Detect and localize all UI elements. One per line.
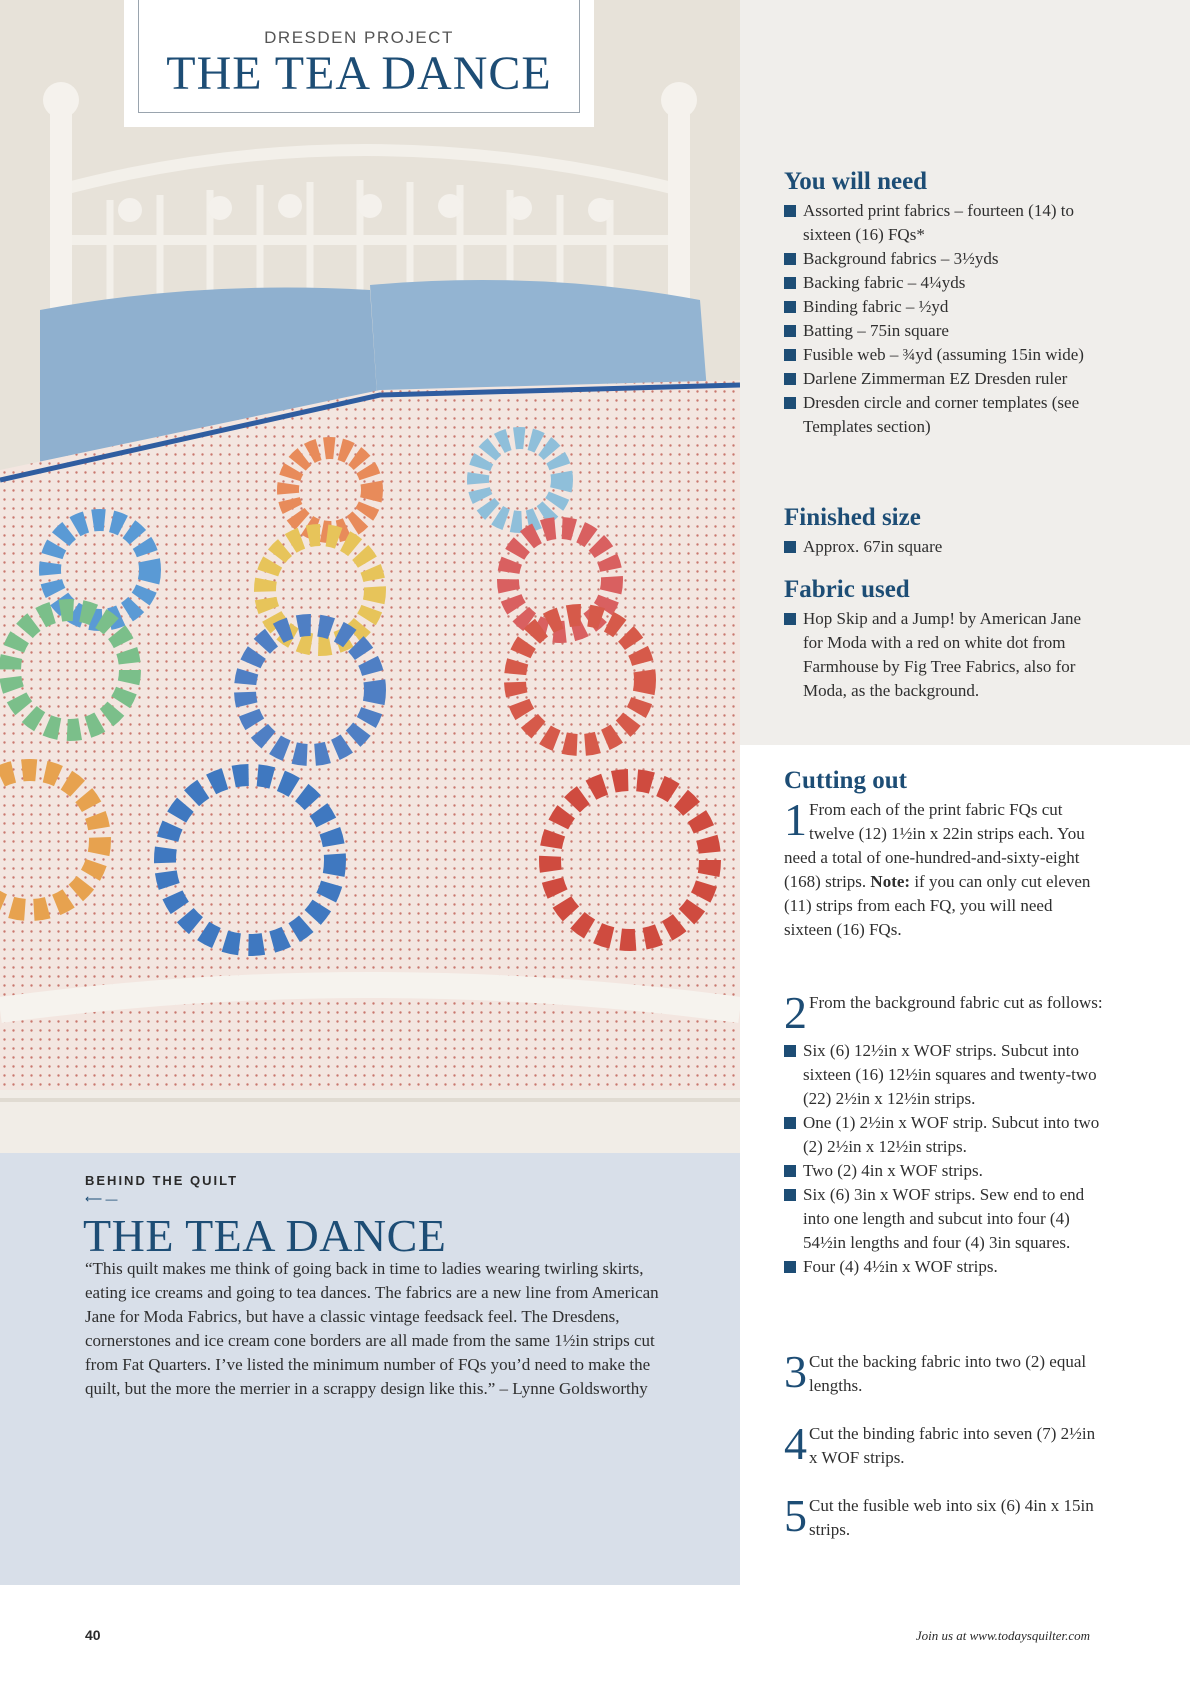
- behind-kicker: BEHIND THE QUILT: [85, 1173, 239, 1188]
- list-item: Binding fabric – ½yd: [784, 295, 1104, 319]
- finished-size-heading: Finished size: [784, 504, 921, 531]
- title-box-frame: [138, 0, 580, 113]
- step-number: 3: [784, 1346, 807, 1397]
- step-text: Cut the backing fabric into two (2) equal lengths.: [809, 1352, 1087, 1395]
- list-item: Four (4) 4½in x WOF strips.: [784, 1255, 1104, 1279]
- cutting-step-5: [784, 1490, 1104, 1542]
- fabric-used-heading: Fabric used: [784, 576, 910, 603]
- project-kicker: DRESDEN PROJECT: [264, 28, 454, 47]
- designer-quote: “This quilt makes me think of going back in time to ladies wearing twirling skirts, eating ice creams and going to tea dances. The fabrics are a new line from American Jane for Moda Fabrics, but have a classic vintage feedsack feel. The Dresdens, cornerstones and ice cream cone borders are all made from the same 1½in strips cut from Fat Quarters. I’ve listed the minimum number of FQs you’d need to make the quilt, but the more the merrier in a scrappy design like this.” – Lynne Goldsworthy: [85, 1259, 659, 1398]
- quilt-illustration: [0, 0, 740, 1153]
- cutting-step-3: [784, 1346, 1104, 1398]
- background-cut-list: [784, 1039, 1104, 1279]
- you-will-need-list: [784, 199, 1104, 439]
- cutting-step-4: [784, 1418, 1104, 1470]
- note-text: if you can only cut eleven (11) strips from each FQ, you will need sixteen (16) FQs.: [784, 872, 1091, 939]
- behind-the-quilt-panel: [0, 1153, 740, 1585]
- title-box: [124, 0, 594, 127]
- list-item: Dresden circle and corner templates (see Templates section): [784, 391, 1104, 439]
- list-item: Fusible web – ¾yd (assuming 15in wide): [784, 343, 1104, 367]
- arrow-icon: ⟵ —: [85, 1192, 118, 1206]
- page-number: 40: [85, 1627, 101, 1643]
- finished-size-list: [784, 535, 1104, 559]
- list-item: Assorted print fabrics – fourteen (14) to sixteen (16) FQs*: [784, 199, 1104, 247]
- step-number: 5: [784, 1490, 807, 1541]
- fabric-used-list: [784, 607, 1104, 703]
- step-text: Cut the binding fabric into seven (7) 2½in x WOF strips.: [809, 1424, 1096, 1467]
- list-item: Two (2) 4in x WOF strips.: [784, 1159, 1104, 1183]
- step-text: From the background fabric cut as follows:: [809, 993, 1103, 1012]
- list-item: Six (6) 3in x WOF strips. Sew end to end into one length and subcut into four (4) 54½in lengths and four (4) 3in squares.: [784, 1183, 1104, 1255]
- quilt-photo: [0, 0, 740, 1153]
- website-link[interactable]: Join us at www.todaysquilter.com: [915, 1628, 1090, 1643]
- step-text: Cut the fusible web into six (6) 4in x 15in strips.: [809, 1496, 1094, 1539]
- list-item: Six (6) 12½in x WOF strips. Subcut into sixteen (16) 12½in squares and twenty-two (22) 2½in x 12½in strips.: [784, 1039, 1104, 1111]
- list-item: One (1) 2½in x WOF strip. Subcut into two (2) 2½in x 12½in strips.: [784, 1111, 1104, 1159]
- list-item: Darlene Zimmerman EZ Dresden ruler: [784, 367, 1104, 391]
- list-item: Batting – 75in square: [784, 319, 1104, 343]
- note-label: Note:: [870, 872, 911, 891]
- list-item: Hop Skip and a Jump! by American Jane for Moda with a red on white dot from Farmhouse by Fig Tree Fabrics, also for Moda, as the background.: [784, 607, 1104, 703]
- list-item: Backing fabric – 4¼yds: [784, 271, 1104, 295]
- cutting-step-2: [784, 987, 1104, 1038]
- cutting-out-heading: Cutting out: [784, 767, 907, 794]
- list-item: Approx. 67in square: [784, 535, 1104, 559]
- you-will-need-heading: You will need: [784, 168, 928, 195]
- step-text: From each of the print fabric FQs cut twelve (12) 1½in x 22in strips each. You need a total of one-hundred-and-sixty-eight (168) strips.: [784, 800, 1085, 891]
- page-title: THE TEA DANCE: [166, 47, 552, 100]
- behind-title: THE TEA DANCE: [83, 1210, 447, 1261]
- step-number: 2: [784, 987, 807, 1038]
- list-item: Background fabrics – 3½yds: [784, 247, 1104, 271]
- step-number: 4: [784, 1418, 807, 1469]
- cutting-step-1: [784, 794, 1104, 942]
- step-number: 1: [784, 794, 807, 845]
